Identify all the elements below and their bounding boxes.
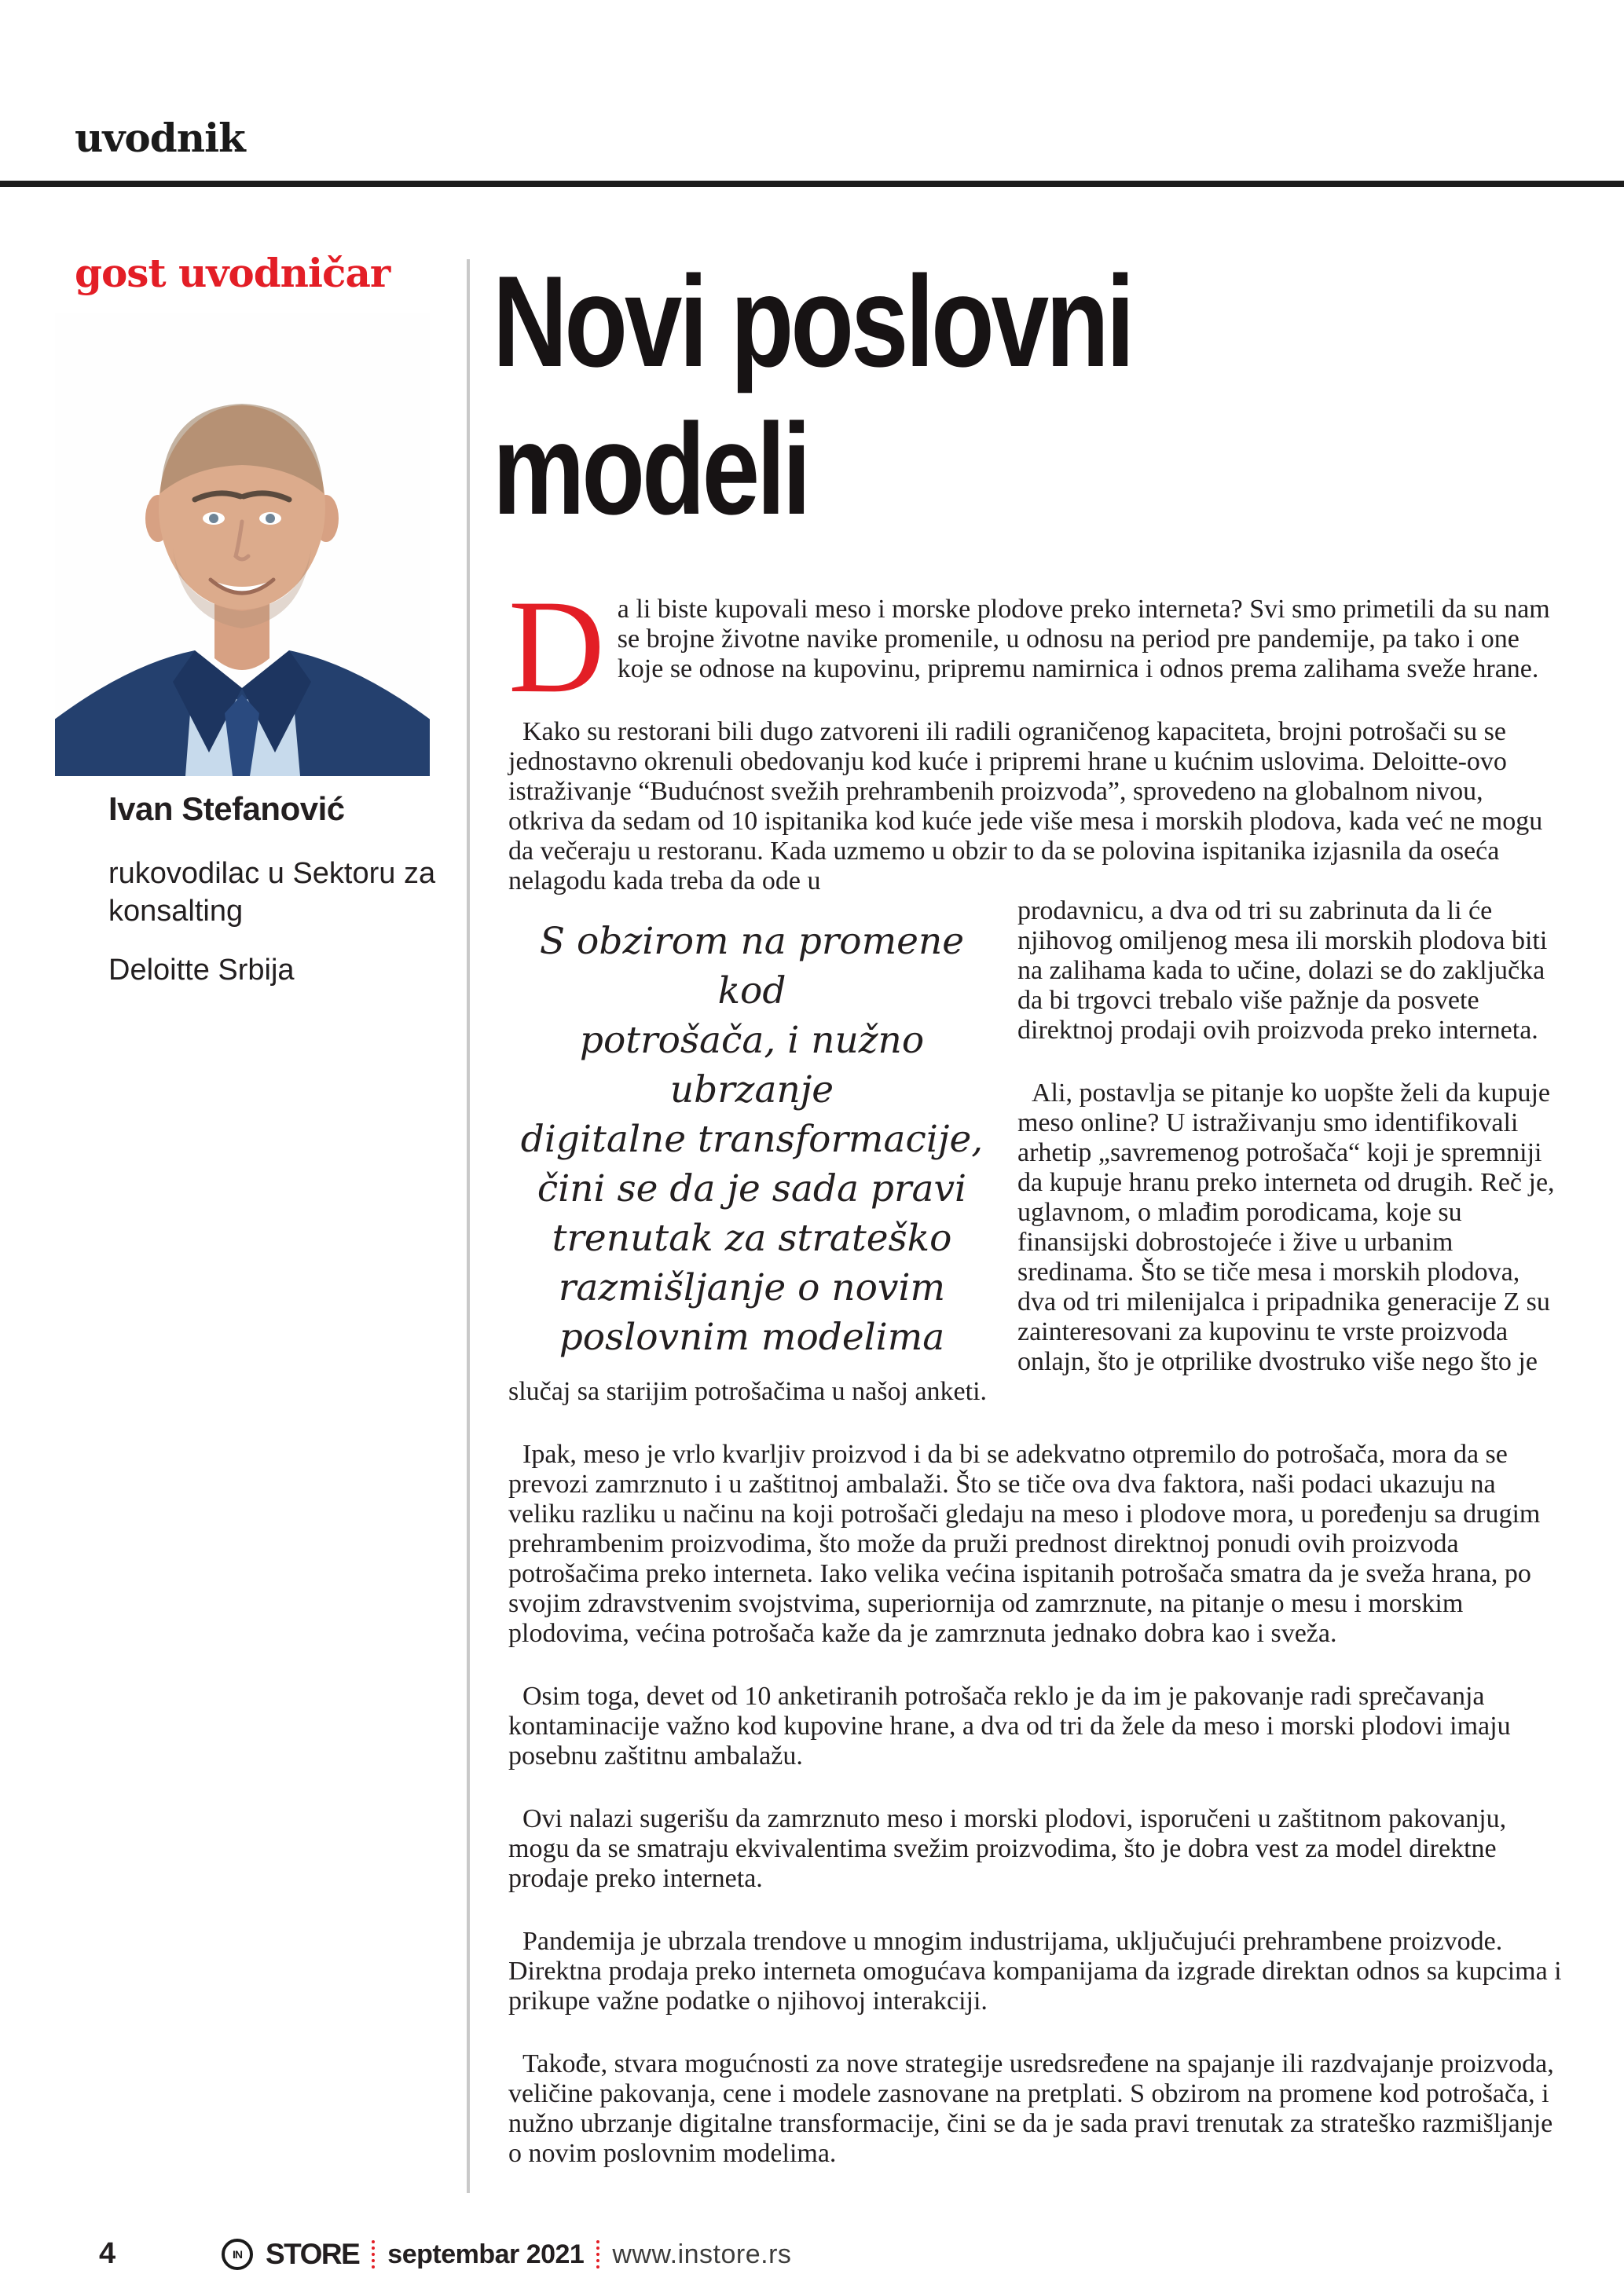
paragraph-ipak-meso: Ipak, meso je vrlo kvarljiv proizvod i da bi se adekvatno otpremilo do potrošača, mora da se prevozi zamrznuto i u zaštitnoj ambalaži. Što se tiče ova dva faktora, naši podaci ukazuju na veliku razliku u načinu na koji potrošači gledaju na meso i plodove mora, u poređenju sa drugim prehrambenim proizvodima, što može da pruži prednost direktnoj ponudi ovih proizvoda potrošačima preko interneta. Iako velika većina ispitanih potrošača smatra da je sveža hrana, po svojim zdravstvenim svojstvima, superiornija od zamrznute, na pitanje o mesu i morskim plodovima, većina potrošača kaže da je zamrznuta jednako dobra kao i sveža.	[508, 1440, 1541, 1648]
author-name: Ivan Stefanović	[108, 790, 345, 827]
paragraph-pandemija: Pandemija je ubrzala trendove u mnogim industrijama, uključujući prehrambene proizvode. Direktna prodaja preko interneta omogućava kompanijama da izgrade direktan odnos sa kupcima i prikupe važne podatke o njihovoj interakciji.	[508, 1927, 1562, 2016]
article-title-line-1: Novi poslovni	[493, 249, 1132, 394]
pull-quote-line: trenutak za strateško	[552, 1217, 952, 1260]
author-company: Deloitte Srbija	[108, 954, 295, 987]
pull-quote	[508, 917, 995, 1362]
portrait-illustration-icon	[55, 313, 430, 776]
pull-quote-line: poslovnim modelima	[559, 1316, 945, 1359]
footer	[0, 2234, 1624, 2281]
dotted-separator-icon	[596, 2240, 599, 2269]
portrait-photo	[55, 313, 430, 776]
paragraph-prodavnicu: prodavnicu, a dva od tri su zabrinuta da li će njihovog omiljenog mesa ili morskih plodova biti na zalihama kada to učine, dolazi se do zaključka da bi trgovci trebalo više pažnje da posvete direktnoj prodaji ovih proizvoda preko interneta.	[1017, 896, 1548, 1045]
issue-date: septembar 2021	[387, 2239, 585, 2269]
kicker-gost-uvodnicar: gost uvodničar	[75, 250, 390, 296]
paragraph-osim-toga: Osim toga, devet od 10 anketiranih potrošača reklo je da im je pakovanje radi sprečavanja kontaminacije važno kod kupovine hrane, a dva od tri da žele da meso i morski plodovi imaju posebnu zaštitnu ambalažu.	[508, 1682, 1511, 1771]
store-wordmark: STORE	[266, 2238, 360, 2270]
author-block	[108, 790, 446, 987]
intro-paragraph	[508, 573, 1564, 720]
page-section-label: uvodnik	[75, 115, 245, 161]
paragraph-takodje: Takođe, stvara mogućnosti za nove strategije usredsređene na spajanje ili razdvajanje proizvoda, veličine pakovanja, cene i modele zasnovane na pretplati. S obzirom na promene kod potrošača, i nužno ubrzanje digitalne transformacije, čini se da je sada pravi trenutak za strateško razmišljanje o novim poslovnim modelima.	[508, 2049, 1554, 2168]
pull-quote-line: čini se da je sada pravi	[537, 1167, 967, 1210]
author-role: rukovodilac u Sektoru za konsalting	[108, 857, 436, 928]
top-rule	[0, 181, 1624, 187]
quote-flow-section	[508, 896, 1564, 1440]
paragraph-ali-postavlja: Ali, postavlja se pitanje ko uopšte želi da kupuje meso online? U istraživanju smo identifikovali arhetip „savremenog potrošača“ koji je spremniji da kupuje hranu preko interneta od drugih. Reč je, uglavnom, o mlađim porodicama, koje su finansijski dobrostojeće i žive u urbanim sredinama. Što se tiče mesa i morskih plodova, dva od tri milenijalca i pripadnika generacije Z su zainteresovani za kupovinu te vrste proizvoda onlajn, što je otprilike dvostruko više nego što je slučaj sa starijim potrošačima u našoj anketi.	[508, 1078, 1555, 1406]
pull-quote-line: potrošača, i nužno ubrzanje	[579, 1019, 925, 1111]
article-title-line-2: modeli	[493, 397, 808, 541]
intro-text: a li biste kupovali meso i morske plodove preko interneta? Svi smo primetili da su nam se brojne životne navike promenile, u odnosu na period pre pandemije, pa tako i one koje se odnose na kupovinu, pripremu namirnica i odnos prema zalihama sveže hrane.	[617, 595, 1550, 683]
drop-cap: D	[508, 573, 605, 720]
paragraph-restorani: Kako su restorani bili dugo zatvoreni ili radili ograničenog kapaciteta, brojni potrošači su se jednostavno okrenuli obedovanju kod kuće i pripremi hrane u kućnim uslovima. Deloitte-ovo istraživanje “Budućnost svežih prehrambenih proizvoda”, sprovedeno na globalnom nivou, otkriva da sedam od 10 ispitanika kod kuće jede više mesa i morskih plodova, kada već ne mogu da večeraju u restoranu. Kada uzmemo u obzir to da se polovina ispitanika izjasnila da oseća nelagodu kada treba da ode u	[508, 717, 1543, 895]
pull-quote-line: S obzirom na promene kod	[539, 920, 965, 1013]
column-divider	[467, 259, 470, 2193]
pull-quote-line: razmišljanje o novim	[558, 1266, 946, 1309]
website-link[interactable]: www.instore.rs	[612, 2239, 792, 2269]
footer-center	[222, 2234, 791, 2275]
paragraph-ovi-nalazi: Ovi nalazi sugerišu da zamrznuto meso i morski plodovi, isporučeni u zaštitnom pakovanju, mogu da se smatraju ekvivalentima svežim proizvodima, što je dobra vest za model direktne prodaje preko interneta.	[508, 1804, 1507, 1893]
pull-quote-line: digitalne transformacije,	[520, 1118, 984, 1161]
article-body	[493, 247, 1564, 2202]
article-title	[493, 247, 1349, 543]
instore-monogram-icon: IN	[222, 2239, 253, 2270]
dotted-separator-icon	[372, 2240, 375, 2269]
page-number: 4	[99, 2237, 116, 2270]
